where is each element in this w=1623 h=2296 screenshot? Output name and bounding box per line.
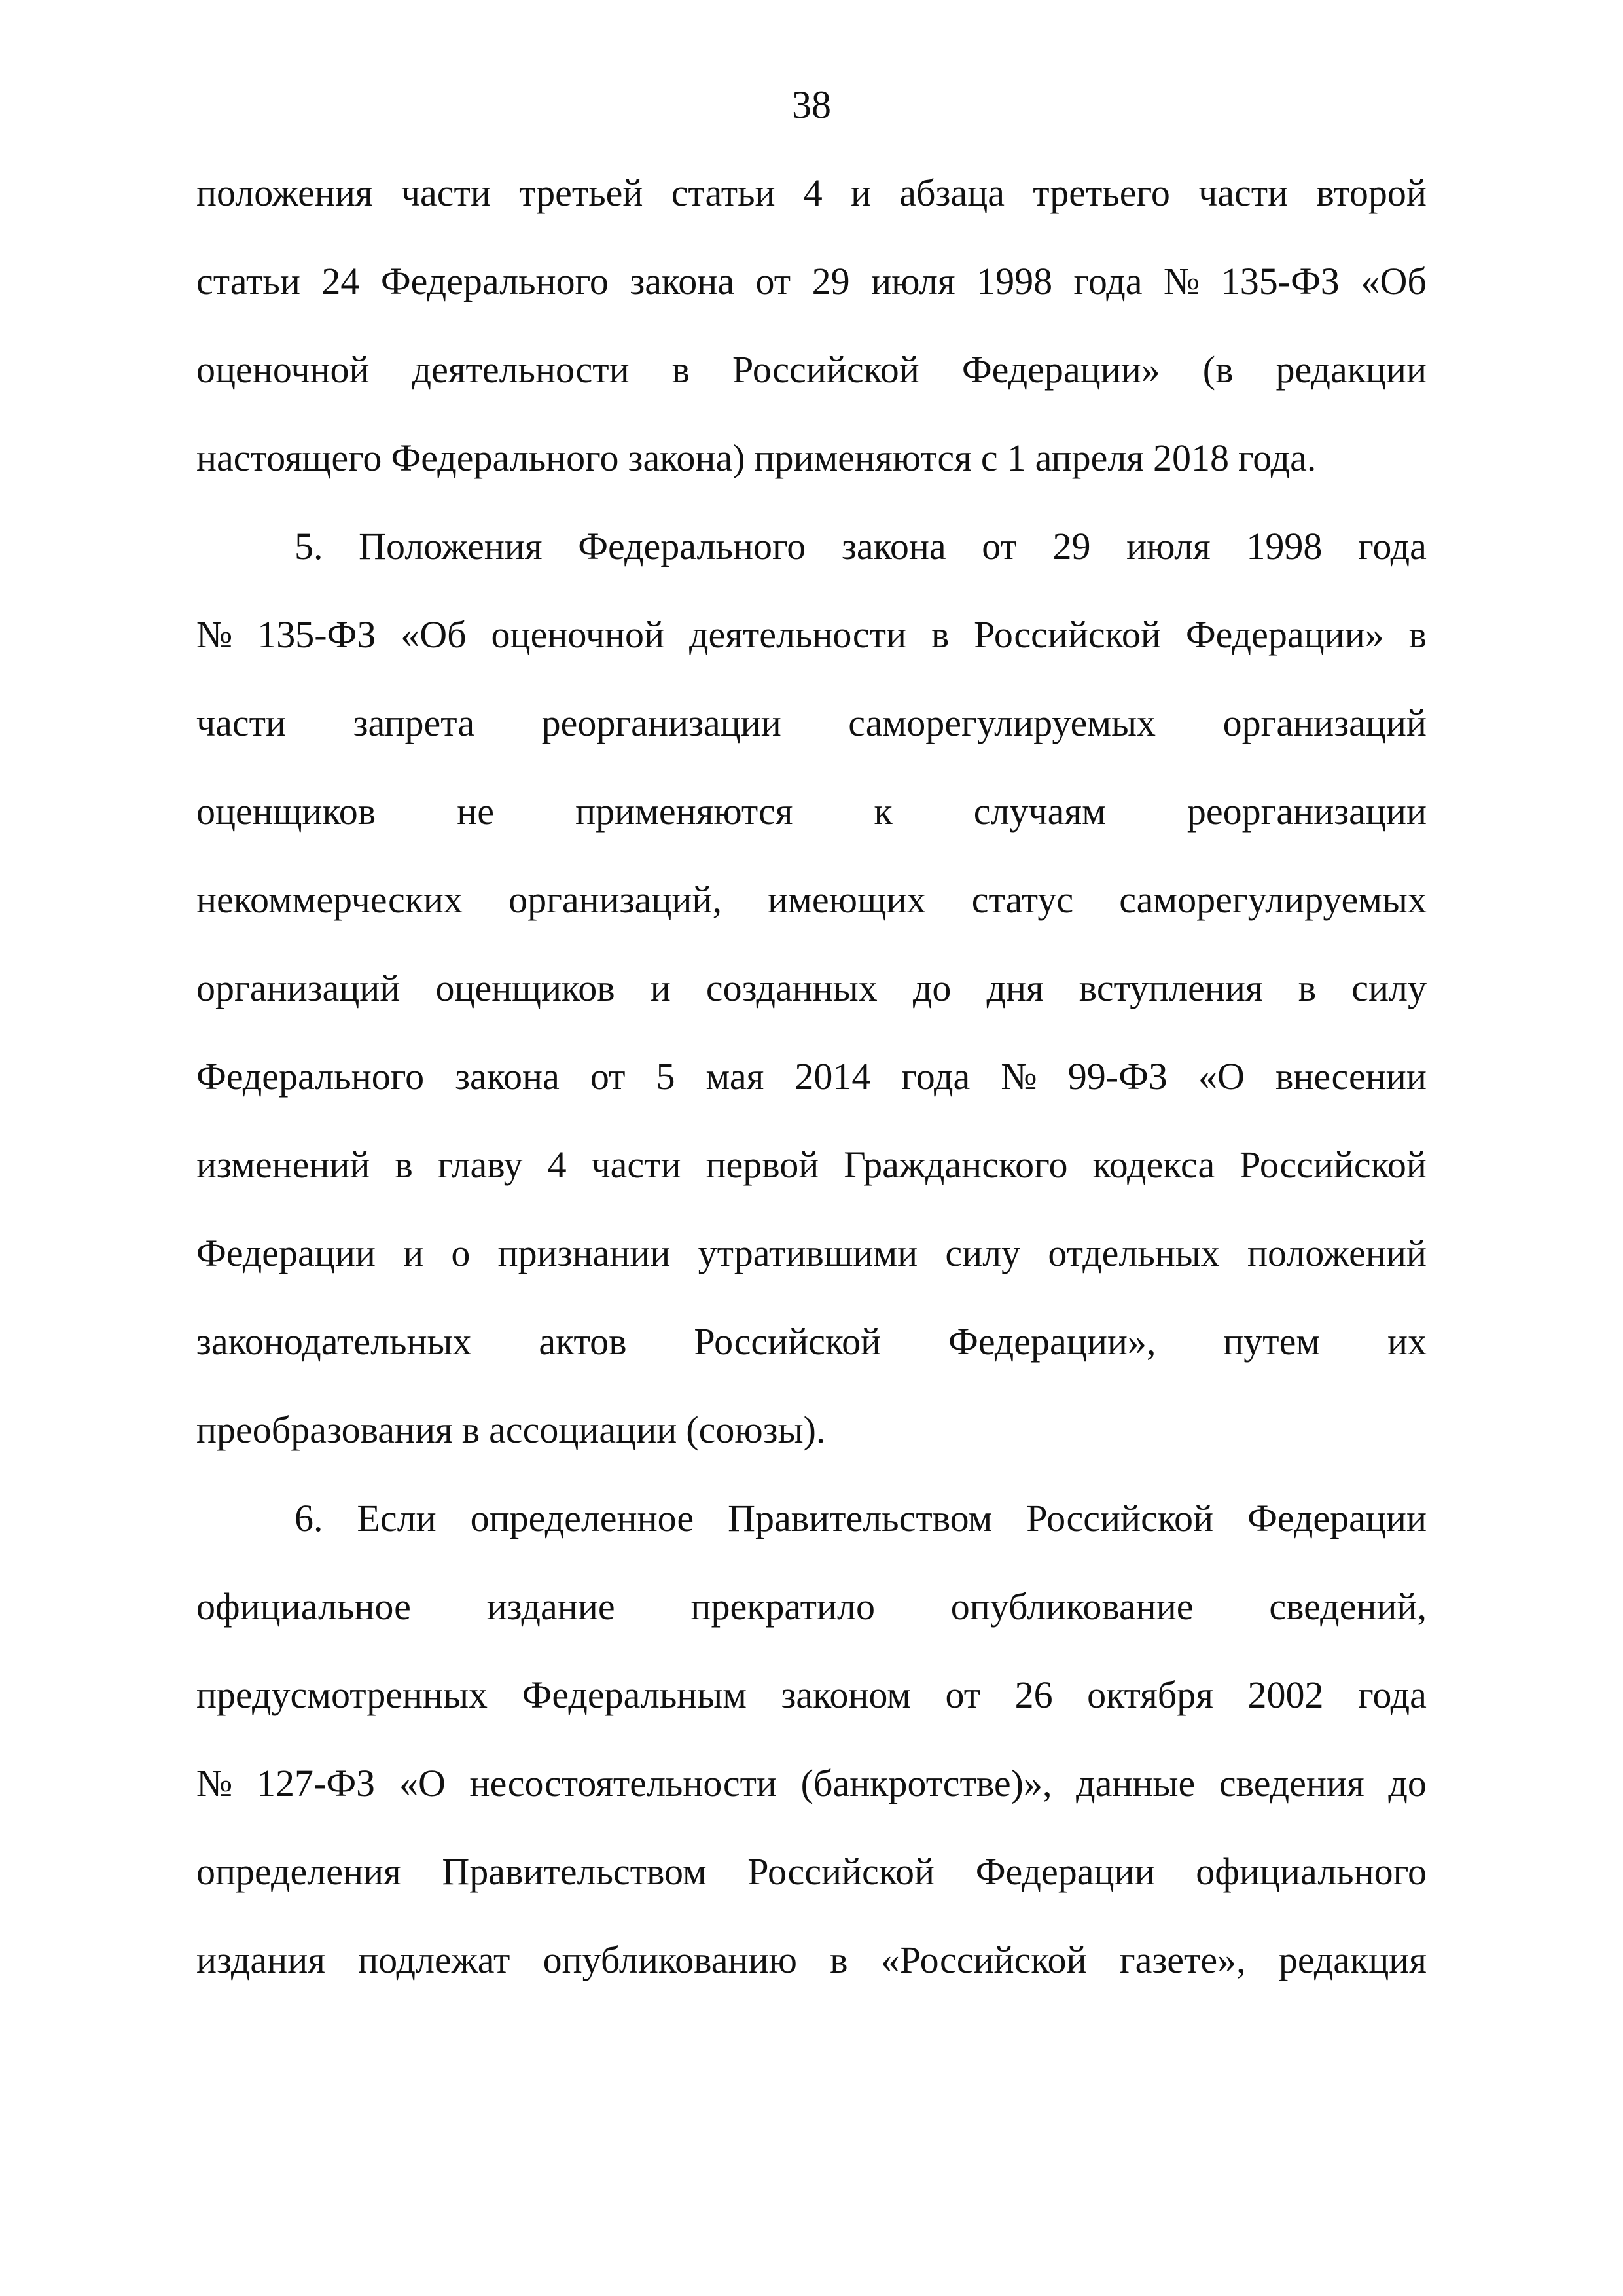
word: саморегулируемых bbox=[1119, 878, 1427, 921]
word: (банкротстве)», bbox=[800, 1762, 1052, 1804]
word: закона bbox=[841, 525, 946, 567]
word: Федерации bbox=[975, 1850, 1155, 1893]
word: опубликованию bbox=[543, 1939, 797, 1981]
word: преобразования bbox=[196, 1408, 453, 1451]
word: до bbox=[1388, 1762, 1427, 1804]
word: Федерального bbox=[380, 260, 609, 302]
word: с bbox=[980, 437, 998, 479]
word: деятельности bbox=[412, 348, 630, 391]
word: (в bbox=[1202, 348, 1234, 391]
word: применяются bbox=[575, 790, 793, 833]
page-number: 38 bbox=[792, 83, 831, 126]
document-body bbox=[196, 164, 1427, 2019]
word: третьей bbox=[519, 171, 643, 214]
word: «Об bbox=[1361, 260, 1427, 302]
word: года bbox=[901, 1055, 971, 1098]
word: ассоциации bbox=[489, 1408, 677, 1451]
word: 127-ФЗ bbox=[257, 1762, 376, 1804]
word: «О bbox=[399, 1762, 446, 1804]
word: первой bbox=[705, 1143, 819, 1186]
word: от bbox=[945, 1674, 981, 1716]
word: их bbox=[1387, 1320, 1427, 1363]
word: закона) bbox=[628, 437, 745, 479]
word: Если bbox=[357, 1497, 437, 1539]
word: апреля bbox=[1035, 437, 1144, 479]
word: в bbox=[1298, 967, 1317, 1009]
word: 29 bbox=[1052, 525, 1091, 567]
word: второй bbox=[1316, 171, 1427, 214]
word: «О bbox=[1198, 1055, 1245, 1098]
word: 135-ФЗ bbox=[257, 613, 376, 656]
word: октября bbox=[1087, 1674, 1213, 1716]
word: в bbox=[830, 1939, 848, 1981]
word: внесении bbox=[1275, 1055, 1427, 1098]
word: несостоятельности bbox=[469, 1762, 777, 1804]
word: деятельности bbox=[688, 613, 906, 656]
word: Гражданского bbox=[844, 1143, 1068, 1186]
word: закона bbox=[630, 260, 735, 302]
word: Федерации» bbox=[1185, 613, 1384, 656]
text-line bbox=[196, 164, 1427, 252]
word: 26 bbox=[1014, 1674, 1053, 1716]
word: законодательных bbox=[196, 1320, 472, 1363]
word: от bbox=[590, 1055, 626, 1098]
word: газете», bbox=[1119, 1939, 1246, 1981]
word: от bbox=[755, 260, 791, 302]
word: Федерации», bbox=[948, 1320, 1156, 1363]
word: третьего bbox=[1033, 171, 1170, 214]
text-line bbox=[196, 340, 1427, 429]
word: кодекса bbox=[1092, 1143, 1215, 1186]
word: актов bbox=[539, 1320, 627, 1363]
text-line bbox=[196, 1842, 1427, 1931]
word: 99-ФЗ bbox=[1067, 1055, 1168, 1098]
word: применяются bbox=[754, 437, 972, 479]
word: 1 bbox=[1007, 437, 1026, 479]
word: Российской bbox=[694, 1320, 882, 1363]
word: года bbox=[1073, 260, 1143, 302]
text-line bbox=[196, 782, 1427, 870]
word: части bbox=[1198, 171, 1289, 214]
word: реорганизации bbox=[541, 702, 781, 744]
word: запрета bbox=[353, 702, 475, 744]
word: в bbox=[931, 613, 950, 656]
word: оценщиков bbox=[196, 790, 376, 833]
word: Правительством bbox=[442, 1850, 707, 1893]
word: № bbox=[196, 613, 233, 656]
word: издания bbox=[196, 1939, 325, 1981]
text-line bbox=[196, 1666, 1427, 1754]
word: Российской bbox=[1026, 1497, 1214, 1539]
word: путем bbox=[1223, 1320, 1321, 1363]
word: оценщиков bbox=[435, 967, 615, 1009]
word: части bbox=[401, 171, 491, 214]
word: положений bbox=[1247, 1232, 1427, 1274]
word: созданных bbox=[705, 967, 878, 1009]
text-line bbox=[196, 429, 1427, 517]
word: 2014 bbox=[794, 1055, 871, 1098]
word: мая bbox=[705, 1055, 764, 1098]
text-line bbox=[196, 1754, 1427, 1842]
word: абзаца bbox=[899, 171, 1005, 214]
word: 5. bbox=[294, 525, 323, 567]
word: прекратило bbox=[690, 1585, 875, 1628]
text-line bbox=[196, 1136, 1427, 1224]
text-line bbox=[196, 959, 1427, 1047]
word: Федерального bbox=[578, 525, 806, 567]
word: № bbox=[1163, 260, 1200, 302]
word: июля bbox=[1126, 525, 1211, 567]
word: подлежат bbox=[358, 1939, 510, 1981]
word: Положения bbox=[359, 525, 543, 567]
word: года. bbox=[1238, 437, 1317, 479]
word: Российской bbox=[732, 348, 919, 391]
word: статьи bbox=[671, 171, 776, 214]
word: официального bbox=[1196, 1850, 1427, 1893]
word: 2018 bbox=[1152, 437, 1229, 479]
word: 2002 bbox=[1247, 1674, 1324, 1716]
word: от bbox=[982, 525, 1017, 567]
word: в bbox=[461, 1408, 480, 1451]
word: определенное bbox=[470, 1497, 694, 1539]
text-line bbox=[196, 1577, 1427, 1666]
word: Российской bbox=[1240, 1143, 1427, 1186]
word: оценочной bbox=[196, 348, 370, 391]
word: утратившими bbox=[698, 1232, 918, 1274]
word: и bbox=[650, 967, 671, 1009]
word: и bbox=[403, 1232, 424, 1274]
word: данные bbox=[1076, 1762, 1196, 1804]
word: главу bbox=[437, 1143, 523, 1186]
word: Российской bbox=[747, 1850, 935, 1893]
word: законом bbox=[781, 1674, 912, 1716]
text-line bbox=[196, 1312, 1427, 1401]
word: июля bbox=[871, 260, 955, 302]
word: издание bbox=[486, 1585, 615, 1628]
word: изменений bbox=[196, 1143, 370, 1186]
text-line bbox=[196, 517, 1427, 605]
word: в bbox=[1408, 613, 1427, 656]
word: «Российской bbox=[880, 1939, 1087, 1981]
word: саморегулируемых bbox=[848, 702, 1156, 744]
word: года bbox=[1357, 1674, 1427, 1716]
word: 29 bbox=[812, 260, 850, 302]
word: Федерации bbox=[196, 1232, 376, 1274]
word: в bbox=[395, 1143, 413, 1186]
text-line bbox=[196, 605, 1427, 694]
word: № bbox=[196, 1762, 233, 1804]
word: признании bbox=[497, 1232, 671, 1274]
text-line bbox=[196, 252, 1427, 340]
text-line bbox=[196, 694, 1427, 782]
text-line bbox=[196, 1224, 1427, 1312]
word: 4 bbox=[803, 171, 823, 214]
word: реорганизации bbox=[1186, 790, 1427, 833]
word: вступления bbox=[1079, 967, 1263, 1009]
word: отдельных bbox=[1048, 1232, 1220, 1274]
word: 1998 bbox=[1246, 525, 1323, 567]
text-line bbox=[196, 870, 1427, 959]
word: имеющих bbox=[768, 878, 926, 921]
word: № bbox=[1001, 1055, 1037, 1098]
word: официальное bbox=[196, 1585, 411, 1628]
word: 24 bbox=[321, 260, 360, 302]
text-line bbox=[196, 1931, 1427, 2019]
word: положения bbox=[196, 171, 373, 214]
word: организаций bbox=[196, 967, 401, 1009]
word: редакции bbox=[1275, 348, 1427, 391]
word: Федеральным bbox=[522, 1674, 747, 1716]
word: некоммерческих bbox=[196, 878, 463, 921]
word: 135-ФЗ bbox=[1221, 260, 1340, 302]
word: «Об bbox=[401, 613, 467, 656]
word: сведений, bbox=[1269, 1585, 1427, 1628]
word: Правительством bbox=[728, 1497, 993, 1539]
text-line bbox=[196, 1047, 1427, 1136]
word: закона bbox=[455, 1055, 560, 1098]
text-line bbox=[196, 1401, 1427, 1489]
word: статус bbox=[971, 878, 1074, 921]
word: редакция bbox=[1278, 1939, 1427, 1981]
word: оценочной bbox=[491, 613, 665, 656]
word: организаций bbox=[1222, 702, 1427, 744]
word: и bbox=[851, 171, 872, 214]
word: силу bbox=[945, 1232, 1021, 1274]
word: дня bbox=[986, 967, 1044, 1009]
word: Федерального bbox=[196, 1055, 425, 1098]
word: предусмотренных bbox=[196, 1674, 488, 1716]
word: опубликование bbox=[950, 1585, 1194, 1628]
word: сведения bbox=[1219, 1762, 1364, 1804]
text-line bbox=[196, 1489, 1427, 1577]
word: статьи bbox=[196, 260, 300, 302]
word: до bbox=[912, 967, 952, 1009]
word: 4 bbox=[547, 1143, 567, 1186]
word: части bbox=[196, 702, 287, 744]
word: 6. bbox=[294, 1497, 323, 1539]
word: случаям bbox=[973, 790, 1106, 833]
word: Федерации bbox=[1247, 1497, 1427, 1539]
word: организаций, bbox=[508, 878, 722, 921]
word: не bbox=[457, 790, 495, 833]
word: 1998 bbox=[976, 260, 1053, 302]
word: определения bbox=[196, 1850, 401, 1893]
word: о bbox=[451, 1232, 471, 1274]
word: настоящего bbox=[196, 437, 382, 479]
word: силу bbox=[1351, 967, 1427, 1009]
word: Федерального bbox=[391, 437, 619, 479]
word: (союзы). bbox=[686, 1408, 826, 1451]
word: Российской bbox=[974, 613, 1161, 656]
word: года bbox=[1357, 525, 1427, 567]
word: части bbox=[591, 1143, 681, 1186]
word: 5 bbox=[656, 1055, 675, 1098]
word: к bbox=[874, 790, 893, 833]
word: Федерации» bbox=[961, 348, 1160, 391]
word: в bbox=[671, 348, 690, 391]
